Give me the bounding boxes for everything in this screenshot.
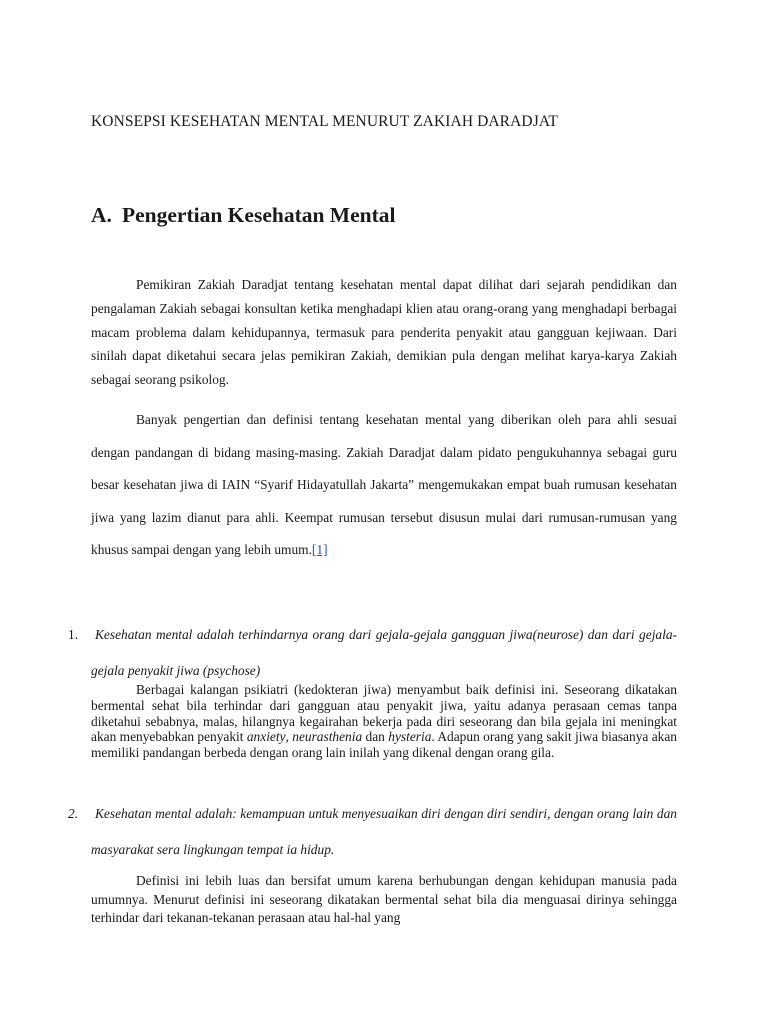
section-number: A. — [91, 203, 112, 227]
paragraph-definitions — [91, 404, 677, 567]
list-marker-2: 2. — [68, 806, 79, 821]
paragraph-broader-definition: Definisi ini lebih luas dan bersifat umum karena berhubungan dengan kehidupan manusia pada umumnya. Menurut definisi ini seseorang dikatakan bermental sehat bila dia menguasai dirinya sehingga terhindar dari tekanan-tekanan perasaan atau hal-hal yang — [91, 873, 677, 925]
list-item-1-text — [91, 617, 677, 689]
separator-2: dan — [362, 729, 389, 745]
list-item-2-content: Kesehatan mental adalah: kemampuan untuk menyesuaikan diri dengan diri sendiri, dengan orang lain dan masyarakat sera lingkungan tempat ia hidup. — [91, 806, 677, 857]
footnote-link[interactable]: [1] — [311, 542, 328, 557]
list-marker-1: 1. — [68, 627, 79, 642]
term-neurasthenia: neurasthenia — [292, 729, 363, 745]
separator-1: , — [285, 729, 293, 745]
paragraph-definitions-text: Banyak pengertian dan definisi tentang kesehatan mental yang diberikan oleh para ahli sesuai dengan pandangan di bidang masing-masing. Zakiah Daradjat dalam pidato pengukuhannya sebagai guru besar kesehatan jiwa di IAIN “Syarif Hidayatullah Jakarta” mengemukakan empat buah rumusan kesehatan jiwa yang lazim dianut para ahli. Keempat rumusan tersebut disusun mulai dari rumusan-rumusan yang khusus sampai dengan yang lebih umum. — [91, 412, 677, 557]
section-heading — [91, 203, 396, 228]
paragraph-intro: Pemikiran Zakiah Daradjat tentang kesehatan mental dapat dilihat dari sejarah pendidikan dan pengalaman Zakiah sebagai konsultan ketika menghadapi klien atau orang-orang yang menghadapi berbagai macam problema dalam kehidupannya, termasuk para penderita penyakit atau gangguan kejiwaan. Dari sinilah dapat diketahui secara jelas pemikiran Zakiah, demikian pula dengan melihat karya-karya Zakiah sebagai seorang psikolog. — [91, 277, 677, 388]
list-item-1-content: Kesehatan mental adalah terhindarnya orang dari gejala-gejala gangguan jiwa(neurose) dan dari gejala-gejala penyakit jiwa (psychose) — [91, 627, 677, 678]
list-item-2-text — [91, 796, 677, 868]
paragraph-psychiatry-text-b: . Adapun orang yang sakit jiwa biasanya akan memiliki pandangan berbeda dengan orang lain inilah yang dikenal dengan orang gila. — [91, 729, 677, 761]
term-hysteria: hysteria — [388, 729, 432, 745]
paragraph-psychiatry — [91, 682, 677, 761]
section-title: Pengertian Kesehatan Mental — [122, 203, 396, 227]
document-title: KONSEPSI KESEHATAN MENTAL MENURUT ZAKIAH DARADJAT — [91, 113, 558, 130]
paragraph-psychiatry-text-a: Berbagai kalangan psikiatri (kedokteran jiwa) menyambut baik definisi ini. Seseorang dikatakan bermental sehat bila terhindar dari gangguan atau penyakit jiwa, yaitu adanya perasaan cemas tanpa diketahui sebabnya, malas, hilangnya kegairahan bekerja pada diri seseorang dan bila gejala ini meningkat akan menyebabkan penyakit — [91, 682, 677, 745]
term-anxiety: anxiety — [246, 729, 286, 745]
